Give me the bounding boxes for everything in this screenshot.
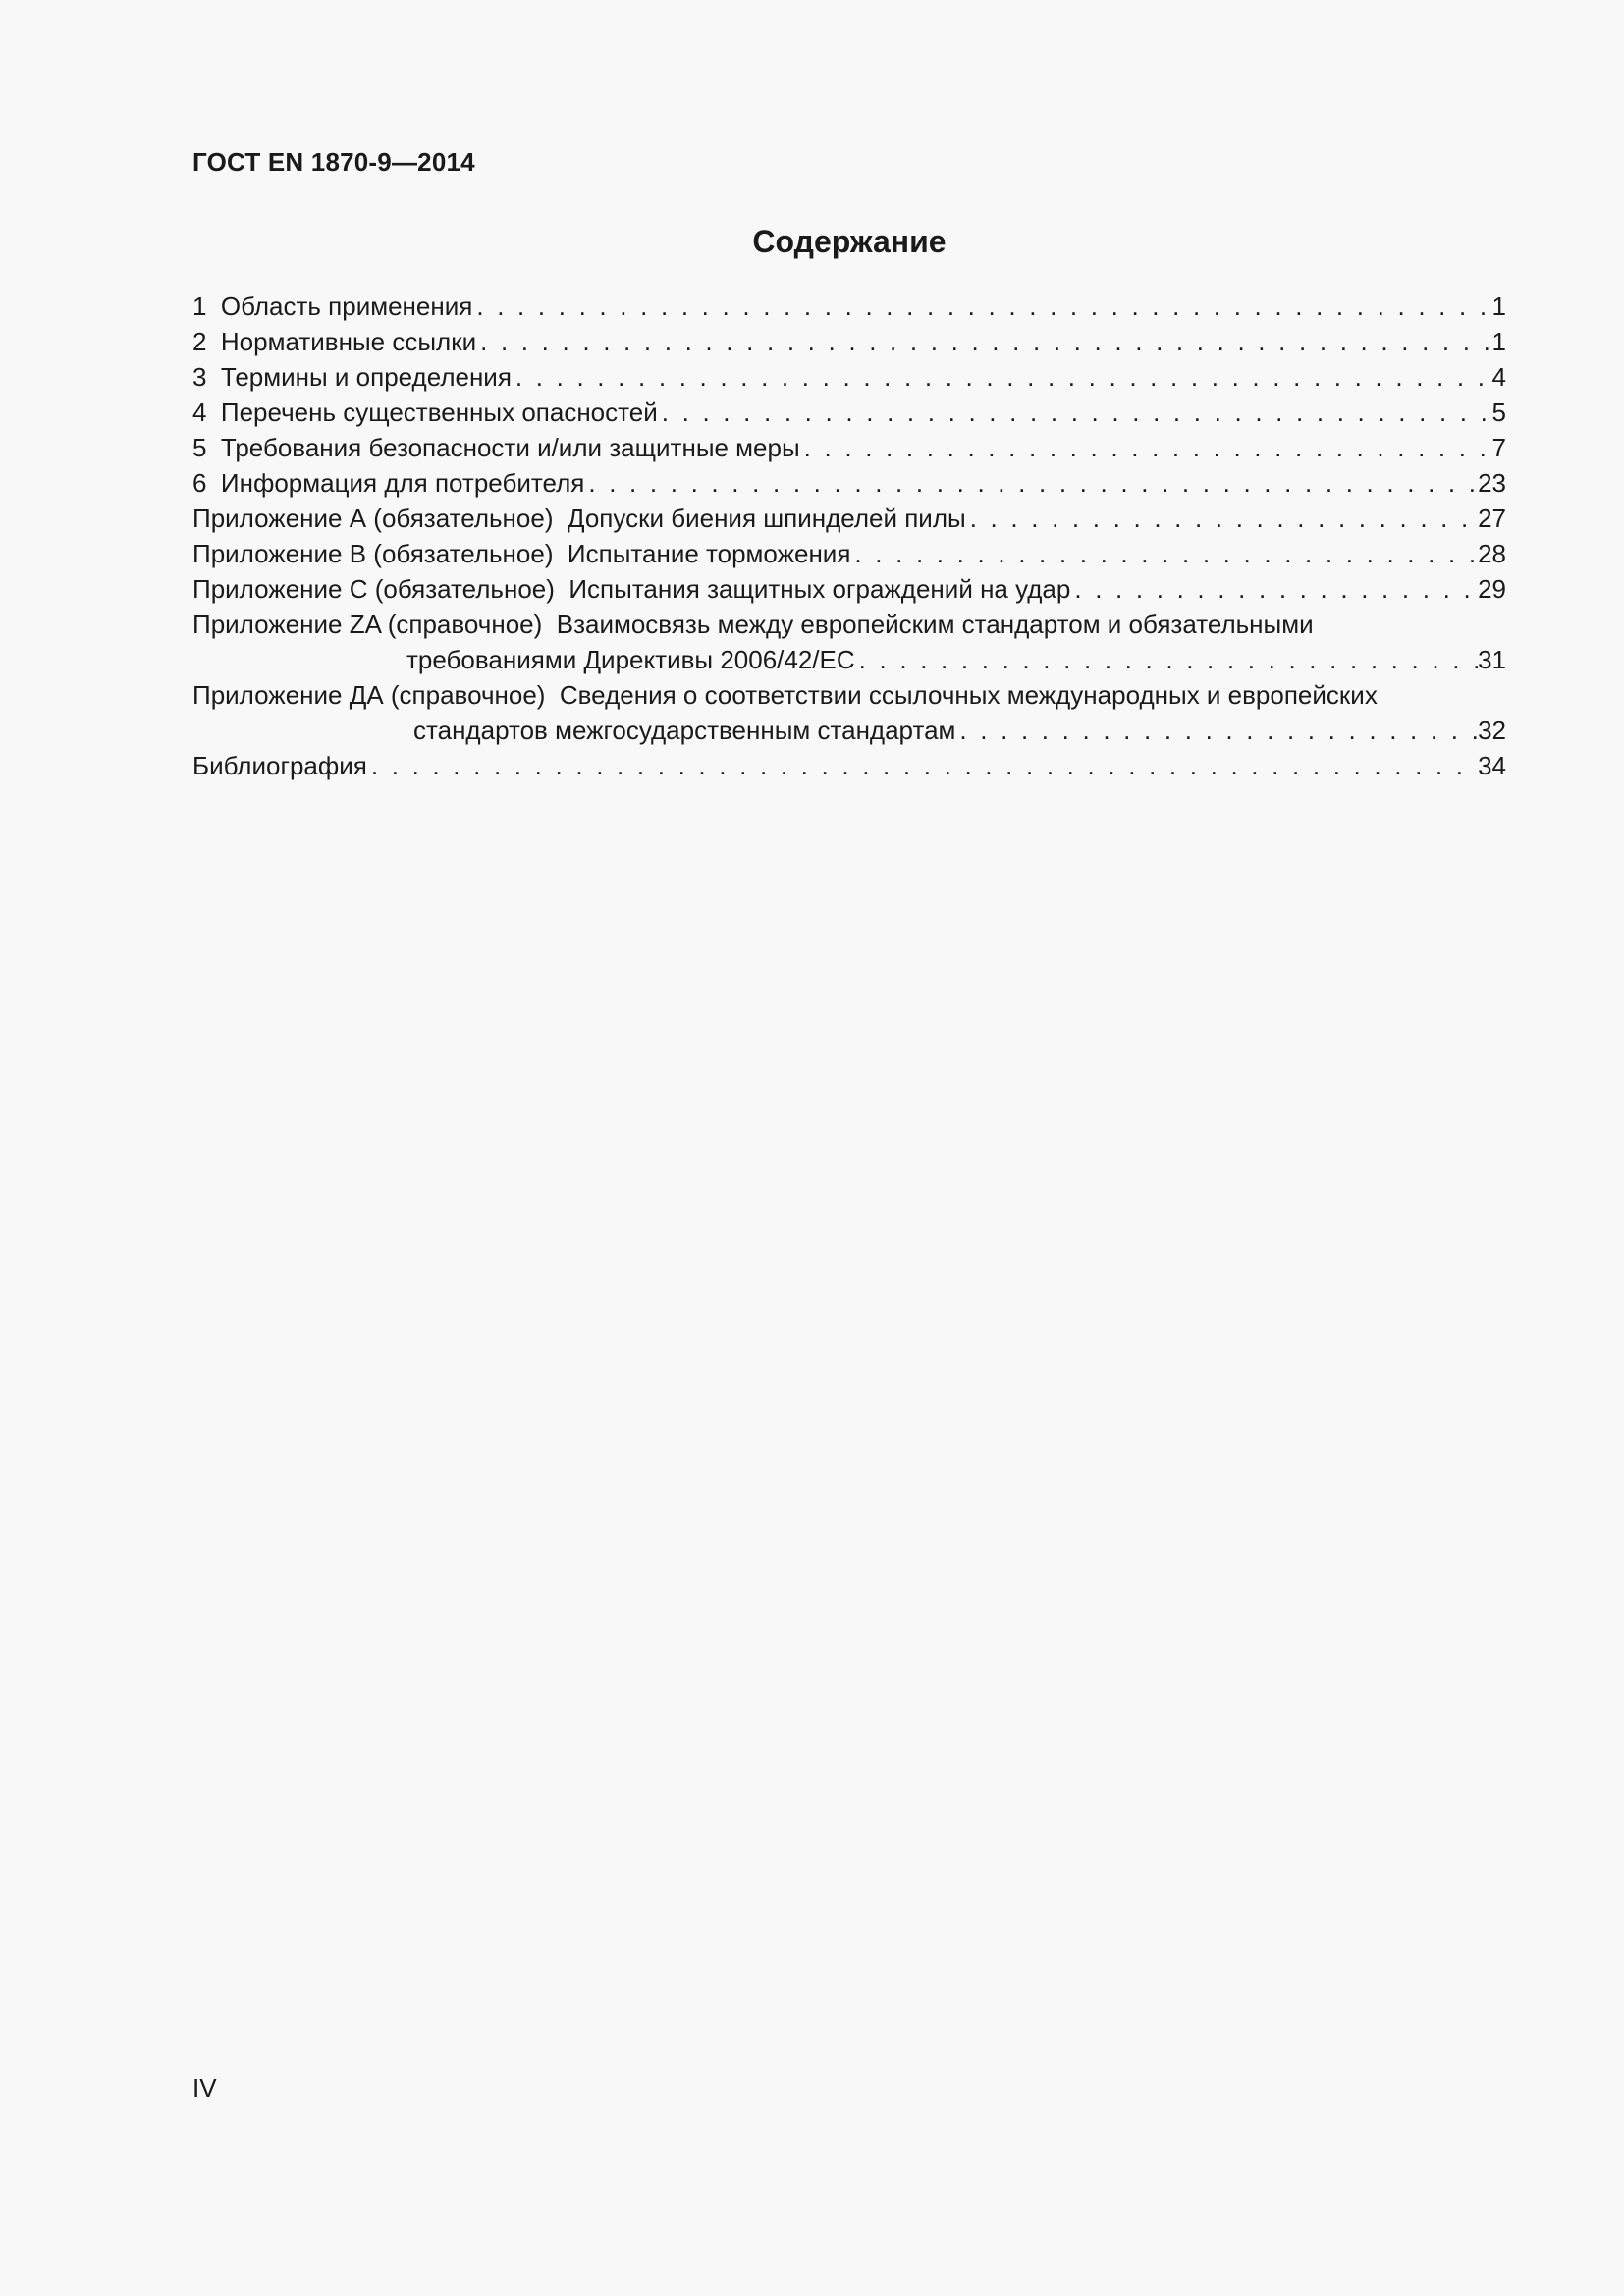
toc-dot-leader <box>1070 571 1478 607</box>
toc-page-number: 32 <box>1478 716 1506 745</box>
toc-entry-label: Библиография <box>192 751 367 780</box>
toc-entry-annex-c[interactable] <box>192 571 1506 607</box>
toc-entry-label: 5 Требования безопасности и/или защитные меры <box>192 433 800 462</box>
toc-page-number: 34 <box>1478 751 1506 780</box>
toc-page-number: 29 <box>1478 574 1506 604</box>
toc-page-number: 5 <box>1491 398 1506 427</box>
toc-entry-terms-definitions[interactable] <box>192 359 1506 395</box>
toc-entry-label: 6 Информация для потребителя <box>192 468 585 498</box>
toc-entry-safety-requirements[interactable] <box>192 430 1506 465</box>
toc-dot-leader <box>850 536 1478 571</box>
toc-entry-label: Приложение ZA (справочное) Взаимосвязь между европейским стандартом и обязательными <box>192 610 1314 639</box>
toc-entry-label: Приложение С (обязательное) Испытания защитных ограждений на удар <box>192 574 1071 604</box>
toc-entry-bibliography[interactable] <box>192 748 1506 783</box>
toc-entry-annex-a[interactable] <box>192 501 1506 536</box>
toc-page-number: 7 <box>1491 433 1506 462</box>
toc-entry-label-continued: требованиями Директивы 2006/42/ЕС <box>406 645 855 674</box>
toc-page-number: 28 <box>1478 539 1506 568</box>
toc-entry-label: Приложение В (обязательное) Испытание торможения <box>192 539 851 568</box>
toc-entry-information-for-use[interactable] <box>192 465 1506 501</box>
toc-entry-annex-za[interactable] <box>192 607 1506 677</box>
toc-entry-label: Приложение ДА (справочное) Сведения о соответствии ссылочных международных и европейских <box>192 680 1378 710</box>
toc-page-number: 23 <box>1478 468 1506 498</box>
toc-page-number: 4 <box>1491 362 1506 392</box>
toc-entry-label: 3 Термины и определения <box>192 362 512 392</box>
toc-dot-leader <box>966 501 1478 536</box>
page-number: IV <box>192 2073 217 2103</box>
toc-page-number: 27 <box>1478 504 1506 533</box>
toc-entry-annex-b[interactable] <box>192 536 1506 571</box>
toc-dot-leader <box>855 642 1478 677</box>
toc-entry-scope[interactable] <box>192 289 1506 324</box>
toc-entry-normative-references[interactable] <box>192 324 1506 359</box>
toc-page-number: 1 <box>1491 292 1506 321</box>
toc-dot-leader <box>367 748 1478 783</box>
toc-entry-hazards[interactable] <box>192 395 1506 430</box>
toc-entry-label: 4 Перечень существенных опасностей <box>192 398 658 427</box>
toc-page-number: 31 <box>1478 645 1506 674</box>
toc-dot-leader <box>472 289 1491 324</box>
toc-entry-label: 2 Нормативные ссылки <box>192 327 477 356</box>
document-header: ГОСТ EN 1870-9—2014 <box>192 147 475 177</box>
toc-dot-leader <box>476 324 1491 359</box>
table-of-contents <box>192 289 1506 783</box>
toc-dot-leader <box>800 430 1492 465</box>
toc-dot-leader <box>584 465 1478 501</box>
toc-entry-annex-da[interactable] <box>192 677 1506 748</box>
toc-entry-label-continued: стандартов межгосударственным стандартам <box>413 716 956 745</box>
toc-title: Содержание <box>752 224 947 259</box>
toc-dot-leader <box>955 713 1478 748</box>
toc-entry-label: Приложение А (обязательное) Допуски биения шпинделей пилы <box>192 504 966 533</box>
toc-page-number: 1 <box>1491 327 1506 356</box>
toc-dot-leader <box>658 395 1492 430</box>
toc-dot-leader <box>512 359 1492 395</box>
toc-entry-label: 1 Область применения <box>192 292 473 321</box>
